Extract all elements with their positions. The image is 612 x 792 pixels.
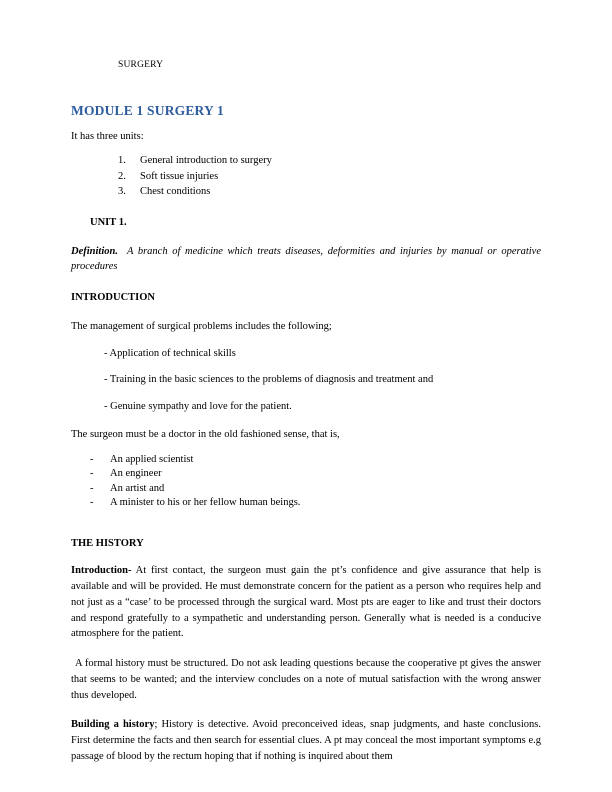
paragraph-lead: Introduction- [71, 565, 132, 577]
list-number: 2. [118, 170, 126, 182]
dash-marker: - [90, 497, 94, 508]
dash-marker: - [90, 482, 94, 494]
introduction-heading: INTRODUCTION [71, 292, 156, 303]
list-item-text: An artist and [110, 482, 165, 494]
module-title: MODULE 1 SURGERY 1 [71, 103, 225, 119]
list-item-text: An engineer [110, 468, 162, 479]
management-point: - Application of technical skills [104, 347, 236, 359]
unit1-heading: UNIT 1. [90, 216, 127, 228]
list-item [118, 184, 541, 200]
units-intro: It has three units: [71, 130, 144, 142]
history-heading: THE HISTORY [71, 537, 144, 549]
paragraph-text: ; History is detective. Avoid preconceived ideas, snap judgments, and haste conclusions. First determine the facts and then search for essential clues. A pt may conceal the most important symptoms e.g passage of blood by the rectum hoping that if nothing is inquired about them [71, 719, 541, 762]
management-line: The management of surgical problems includes the following; [71, 320, 332, 332]
dash-marker: - [90, 468, 94, 479]
management-point: - Training in the basic sciences to the problems of diagnosis and treatment and [104, 374, 434, 386]
list-item-text: General introduction to surgery [140, 155, 272, 167]
list-item-text: Chest conditions [140, 186, 211, 198]
list-item [90, 496, 541, 511]
dash-marker: - [90, 453, 94, 465]
surgeon-line: The surgeon must be a doctor in the old fashioned sense, that is, [71, 428, 340, 440]
paragraph-lead: Building a history [71, 719, 155, 731]
list-item [90, 453, 541, 468]
list-item [118, 169, 541, 185]
list-item-text: A minister to his or her fellow human beings. [110, 497, 301, 508]
paragraph-text: A formal history must be structured. Do not ask leading questions because the cooperative pt gives the answer that seems to be wanted; and the interview concludes on a note of mutual satisfaction with the wrong answer thus developed. [71, 658, 541, 701]
history-paragraph [71, 717, 541, 764]
page-header-text: SURGERY [118, 60, 164, 70]
definition-paragraph [71, 244, 541, 276]
paragraph-text: At first contact, the surgeon must gain the pt’s confidence and give assurance that help is available and will be provided. He must demonstrate concern for the patient as a person who requires help and not just as a “case’ to be processed through the surgical ward. Most pts are eager to like and trust their doctors and respond gratefully to a sympathetic and understanding person. Generally what is needed is a conducive atmosphere for the patient. [71, 565, 541, 640]
list-number: 1. [118, 155, 126, 167]
definition-text: A branch of medicine which treats diseases, deformities and injuries by manual or operative procedures [71, 245, 541, 273]
history-paragraph [71, 563, 541, 642]
list-number: 3. [118, 186, 126, 198]
list-item-text: An applied scientist [110, 453, 194, 465]
surgeon-roles-list [90, 453, 541, 511]
definition-lead: Definition. [71, 245, 118, 257]
list-item [90, 467, 541, 482]
list-item-text: Soft tissue injuries [140, 170, 219, 182]
units-list [71, 153, 541, 200]
list-item [118, 153, 541, 169]
history-paragraph [71, 656, 541, 703]
management-point: - Genuine sympathy and love for the patient. [104, 401, 292, 412]
list-item [90, 482, 541, 497]
